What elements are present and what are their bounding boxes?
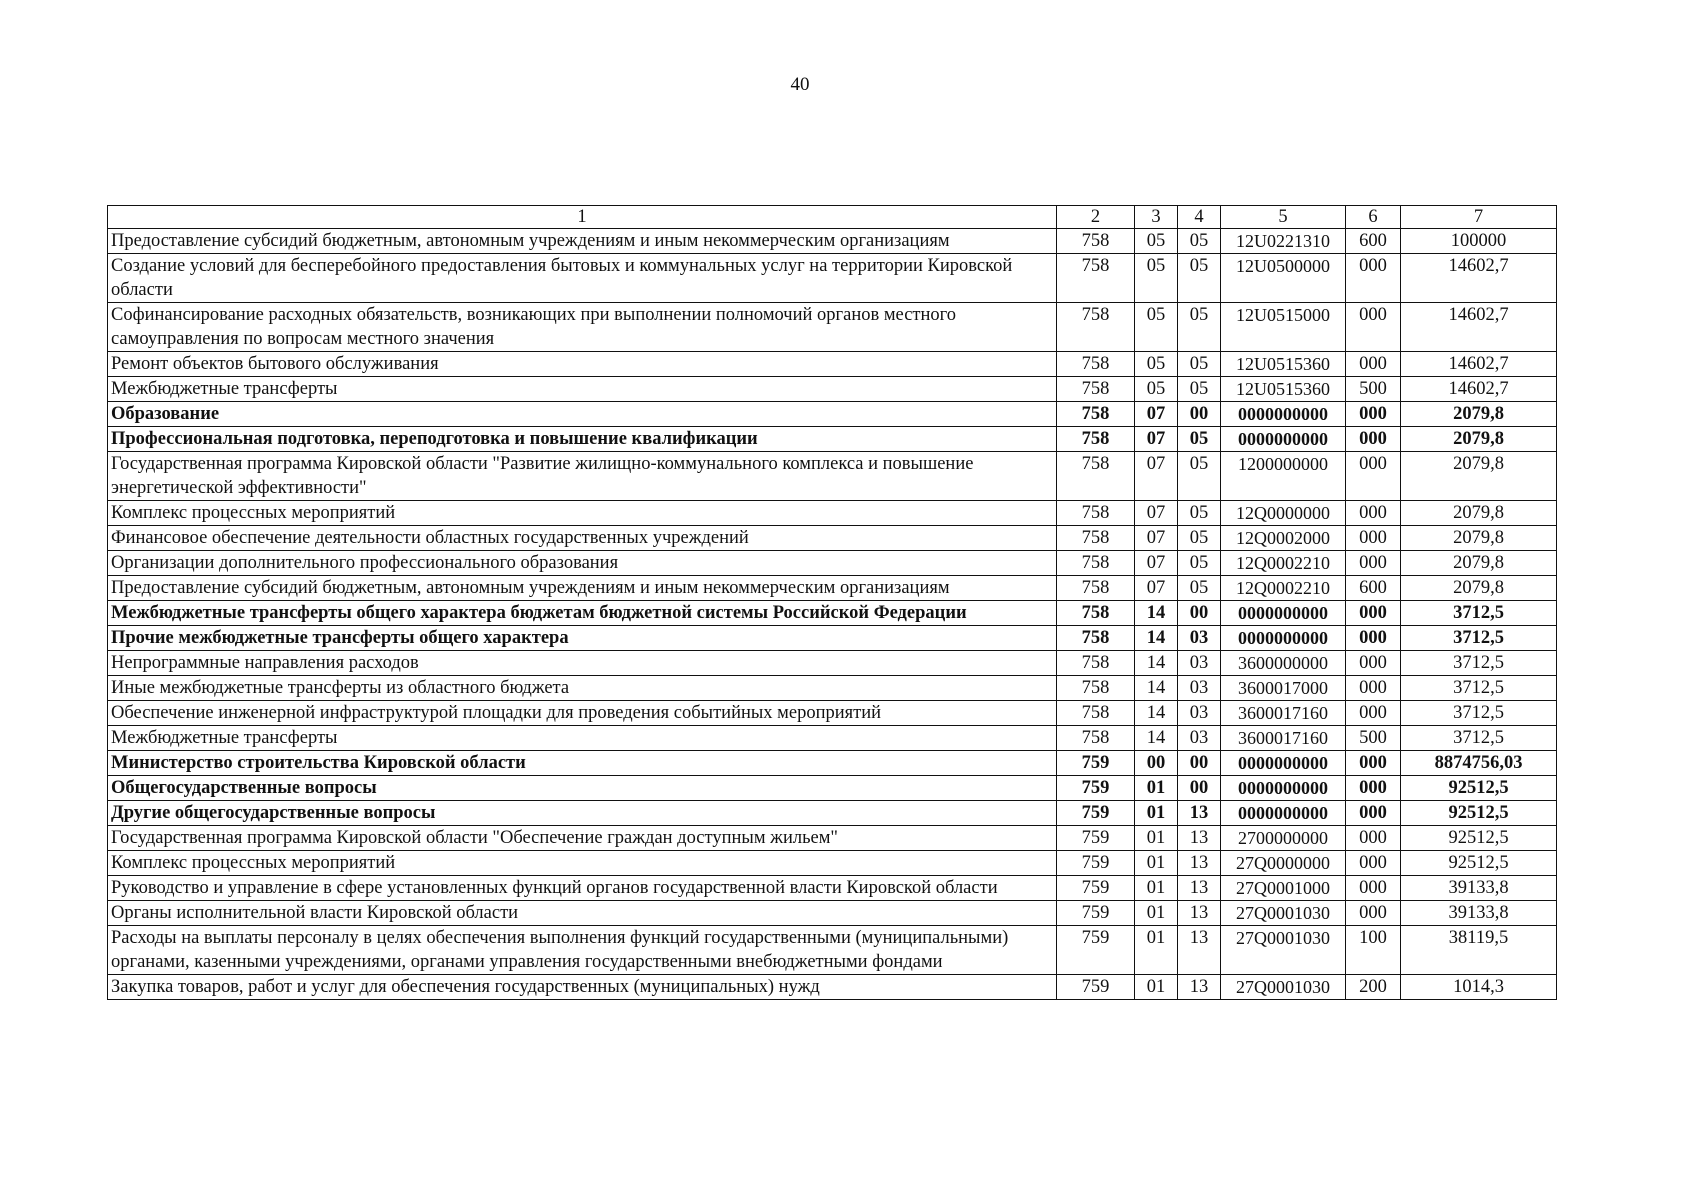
row-amount-cell: 3712,5	[1401, 626, 1557, 651]
row-amount-cell: 39133,8	[1401, 876, 1557, 901]
row-code-cell: 758	[1057, 551, 1135, 576]
row-name-cell: Организации дополнительного профессионального образования	[108, 551, 1057, 576]
row-amount-cell: 92512,5	[1401, 776, 1557, 801]
row-code-cell: 758	[1057, 229, 1135, 254]
row-amount-cell: 92512,5	[1401, 826, 1557, 851]
row-target-cell: 12Q0002000	[1221, 526, 1346, 551]
row-amount-cell: 1014,3	[1401, 975, 1557, 1000]
row-section-cell: 01	[1135, 851, 1178, 876]
row-code-cell: 758	[1057, 501, 1135, 526]
header-col-2: 2	[1057, 206, 1135, 229]
row-section-cell: 07	[1135, 576, 1178, 601]
row-amount-cell: 2079,8	[1401, 501, 1557, 526]
table-row	[108, 851, 1557, 876]
table-row	[108, 975, 1557, 1000]
row-name-cell: Органы исполнительной власти Кировской области	[108, 901, 1057, 926]
row-amount-cell: 14602,7	[1401, 254, 1557, 303]
row-section-cell: 07	[1135, 427, 1178, 452]
row-code-cell: 758	[1057, 526, 1135, 551]
row-section-cell: 07	[1135, 526, 1178, 551]
row-target-cell: 12U0515360	[1221, 352, 1346, 377]
row-type-cell: 000	[1346, 402, 1401, 427]
row-name-cell: Софинансирование расходных обязательств, возникающих при выполнении полномочий органов местного самоуправления по вопросам местного значения	[108, 303, 1057, 352]
table-row	[108, 352, 1557, 377]
row-name-cell: Межбюджетные трансферты	[108, 377, 1057, 402]
row-section-cell: 14	[1135, 726, 1178, 751]
row-subsection-cell: 05	[1178, 551, 1221, 576]
row-code-cell: 758	[1057, 676, 1135, 701]
row-subsection-cell: 13	[1178, 876, 1221, 901]
row-name-cell: Иные межбюджетные трансферты из областного бюджета	[108, 676, 1057, 701]
row-target-cell: 3600017000	[1221, 676, 1346, 701]
row-name-cell: Предоставление субсидий бюджетным, автономным учреждениям и иным некоммерческим организациям	[108, 229, 1057, 254]
row-type-cell: 000	[1346, 701, 1401, 726]
row-section-cell: 05	[1135, 303, 1178, 352]
row-name-cell: Расходы на выплаты персоналу в целях обеспечения выполнения функций государственными (муниципальными) органами, казенными учреждениями, органами управления государственными внебюджетными фондами	[108, 926, 1057, 975]
row-target-cell: 0000000000	[1221, 626, 1346, 651]
row-code-cell: 758	[1057, 701, 1135, 726]
row-amount-cell: 3712,5	[1401, 601, 1557, 626]
page-number: 40	[790, 74, 810, 95]
row-type-cell: 000	[1346, 651, 1401, 676]
row-target-cell: 0000000000	[1221, 427, 1346, 452]
row-target-cell: 0000000000	[1221, 776, 1346, 801]
row-subsection-cell: 13	[1178, 851, 1221, 876]
row-target-cell: 3600017160	[1221, 701, 1346, 726]
row-subsection-cell: 00	[1178, 776, 1221, 801]
row-name-cell: Профессиональная подготовка, переподготовка и повышение квалификации	[108, 427, 1057, 452]
row-name-cell: Ремонт объектов бытового обслуживания	[108, 352, 1057, 377]
row-target-cell: 27Q0001030	[1221, 926, 1346, 975]
header-col-3: 3	[1135, 206, 1178, 229]
row-name-cell: Другие общегосударственные вопросы	[108, 801, 1057, 826]
table-row	[108, 901, 1557, 926]
table-row	[108, 551, 1557, 576]
row-section-cell: 01	[1135, 826, 1178, 851]
row-code-cell: 758	[1057, 352, 1135, 377]
row-target-cell: 3600017160	[1221, 726, 1346, 751]
row-code-cell: 759	[1057, 975, 1135, 1000]
row-target-cell: 3600000000	[1221, 651, 1346, 676]
row-target-cell: 2700000000	[1221, 826, 1346, 851]
table-row	[108, 651, 1557, 676]
row-target-cell: 0000000000	[1221, 601, 1346, 626]
table-row	[108, 501, 1557, 526]
row-amount-cell: 38119,5	[1401, 926, 1557, 975]
table-row	[108, 402, 1557, 427]
row-subsection-cell: 00	[1178, 751, 1221, 776]
row-section-cell: 14	[1135, 601, 1178, 626]
row-target-cell: 12Q0000000	[1221, 501, 1346, 526]
row-name-cell: Финансовое обеспечение деятельности областных государственных учреждений	[108, 526, 1057, 551]
row-code-cell: 758	[1057, 726, 1135, 751]
row-subsection-cell: 00	[1178, 402, 1221, 427]
row-amount-cell: 14602,7	[1401, 377, 1557, 402]
table-row	[108, 926, 1557, 975]
row-subsection-cell: 05	[1178, 501, 1221, 526]
row-section-cell: 05	[1135, 254, 1178, 303]
row-code-cell: 759	[1057, 776, 1135, 801]
row-target-cell: 12Q0002210	[1221, 551, 1346, 576]
row-section-cell: 14	[1135, 626, 1178, 651]
row-code-cell: 759	[1057, 751, 1135, 776]
row-section-cell: 00	[1135, 751, 1178, 776]
row-subsection-cell: 05	[1178, 526, 1221, 551]
row-name-cell: Предоставление субсидий бюджетным, автономным учреждениям и иным некоммерческим организациям	[108, 576, 1057, 601]
row-section-cell: 07	[1135, 452, 1178, 501]
row-section-cell: 01	[1135, 776, 1178, 801]
table-row	[108, 676, 1557, 701]
row-code-cell: 758	[1057, 576, 1135, 601]
table-row	[108, 601, 1557, 626]
header-col-6: 6	[1346, 206, 1401, 229]
row-target-cell: 0000000000	[1221, 402, 1346, 427]
row-target-cell: 27Q0001030	[1221, 901, 1346, 926]
row-name-cell: Прочие межбюджетные трансферты общего характера	[108, 626, 1057, 651]
row-subsection-cell: 03	[1178, 676, 1221, 701]
row-amount-cell: 8874756,03	[1401, 751, 1557, 776]
row-target-cell: 12U0500000	[1221, 254, 1346, 303]
row-type-cell: 000	[1346, 751, 1401, 776]
row-section-cell: 01	[1135, 975, 1178, 1000]
row-amount-cell: 92512,5	[1401, 801, 1557, 826]
row-type-cell: 200	[1346, 975, 1401, 1000]
row-amount-cell: 100000	[1401, 229, 1557, 254]
row-type-cell: 000	[1346, 851, 1401, 876]
row-target-cell: 27Q0000000	[1221, 851, 1346, 876]
table-row	[108, 229, 1557, 254]
row-code-cell: 758	[1057, 402, 1135, 427]
row-type-cell: 000	[1346, 303, 1401, 352]
row-type-cell: 000	[1346, 427, 1401, 452]
row-amount-cell: 2079,8	[1401, 452, 1557, 501]
table-row	[108, 626, 1557, 651]
row-section-cell: 14	[1135, 676, 1178, 701]
row-subsection-cell: 05	[1178, 303, 1221, 352]
row-code-cell: 759	[1057, 826, 1135, 851]
table-row	[108, 751, 1557, 776]
row-name-cell: Государственная программа Кировской области "Развитие жилищно-коммунального комплекса и повышение энергетической эффективности"	[108, 452, 1057, 501]
table-body	[108, 229, 1557, 1000]
row-subsection-cell: 13	[1178, 926, 1221, 975]
row-name-cell: Межбюджетные трансферты	[108, 726, 1057, 751]
row-name-cell: Комплекс процессных мероприятий	[108, 501, 1057, 526]
row-target-cell: 0000000000	[1221, 801, 1346, 826]
row-amount-cell: 3712,5	[1401, 701, 1557, 726]
row-type-cell: 000	[1346, 801, 1401, 826]
table-row	[108, 377, 1557, 402]
row-code-cell: 758	[1057, 452, 1135, 501]
budget-table	[107, 205, 1557, 1000]
row-subsection-cell: 13	[1178, 801, 1221, 826]
row-code-cell: 758	[1057, 651, 1135, 676]
row-type-cell: 500	[1346, 726, 1401, 751]
table-row	[108, 826, 1557, 851]
row-name-cell: Образование	[108, 402, 1057, 427]
row-subsection-cell: 13	[1178, 826, 1221, 851]
row-section-cell: 01	[1135, 926, 1178, 975]
row-amount-cell: 2079,8	[1401, 402, 1557, 427]
table-row	[108, 427, 1557, 452]
row-name-cell: Закупка товаров, работ и услуг для обеспечения государственных (муниципальных) нужд	[108, 975, 1057, 1000]
header-col-4: 4	[1178, 206, 1221, 229]
table-row	[108, 254, 1557, 303]
row-amount-cell: 2079,8	[1401, 576, 1557, 601]
row-subsection-cell: 03	[1178, 701, 1221, 726]
row-section-cell: 05	[1135, 377, 1178, 402]
row-type-cell: 000	[1346, 876, 1401, 901]
row-section-cell: 05	[1135, 229, 1178, 254]
row-name-cell: Непрограммные направления расходов	[108, 651, 1057, 676]
row-target-cell: 12U0221310	[1221, 229, 1346, 254]
row-subsection-cell: 05	[1178, 229, 1221, 254]
row-name-cell: Министерство строительства Кировской области	[108, 751, 1057, 776]
row-type-cell: 000	[1346, 776, 1401, 801]
row-target-cell: 12U0515000	[1221, 303, 1346, 352]
row-subsection-cell: 05	[1178, 452, 1221, 501]
row-name-cell: Руководство и управление в сфере установленных функций органов государственной власти Кировской области	[108, 876, 1057, 901]
row-amount-cell: 14602,7	[1401, 303, 1557, 352]
row-type-cell: 000	[1346, 826, 1401, 851]
row-target-cell: 12Q0002210	[1221, 576, 1346, 601]
row-type-cell: 600	[1346, 576, 1401, 601]
row-type-cell: 000	[1346, 452, 1401, 501]
row-section-cell: 01	[1135, 801, 1178, 826]
row-target-cell: 27Q0001030	[1221, 975, 1346, 1000]
row-amount-cell: 3712,5	[1401, 651, 1557, 676]
row-subsection-cell: 13	[1178, 901, 1221, 926]
row-section-cell: 07	[1135, 551, 1178, 576]
header-row	[108, 206, 1557, 229]
row-code-cell: 758	[1057, 626, 1135, 651]
row-section-cell: 01	[1135, 901, 1178, 926]
table-row	[108, 701, 1557, 726]
row-code-cell: 758	[1057, 254, 1135, 303]
row-name-cell: Общегосударственные вопросы	[108, 776, 1057, 801]
row-amount-cell: 2079,8	[1401, 526, 1557, 551]
row-amount-cell: 3712,5	[1401, 676, 1557, 701]
row-type-cell: 600	[1346, 229, 1401, 254]
row-code-cell: 758	[1057, 303, 1135, 352]
row-type-cell: 000	[1346, 601, 1401, 626]
row-type-cell: 000	[1346, 352, 1401, 377]
row-amount-cell: 2079,8	[1401, 551, 1557, 576]
row-type-cell: 000	[1346, 526, 1401, 551]
row-code-cell: 758	[1057, 427, 1135, 452]
row-type-cell: 100	[1346, 926, 1401, 975]
header-col-1: 1	[108, 206, 1057, 229]
row-code-cell: 758	[1057, 377, 1135, 402]
row-target-cell: 0000000000	[1221, 751, 1346, 776]
table-row	[108, 726, 1557, 751]
row-code-cell: 759	[1057, 901, 1135, 926]
table-row	[108, 452, 1557, 501]
header-col-5: 5	[1221, 206, 1346, 229]
row-code-cell: 759	[1057, 926, 1135, 975]
row-subsection-cell: 05	[1178, 352, 1221, 377]
row-subsection-cell: 05	[1178, 576, 1221, 601]
table-row	[108, 776, 1557, 801]
table-row	[108, 526, 1557, 551]
table-row	[108, 801, 1557, 826]
row-code-cell: 758	[1057, 601, 1135, 626]
row-subsection-cell: 00	[1178, 601, 1221, 626]
row-name-cell: Создание условий для бесперебойного предоставления бытовых и коммунальных услуг на территории Кировской области	[108, 254, 1057, 303]
row-subsection-cell: 13	[1178, 975, 1221, 1000]
row-section-cell: 01	[1135, 876, 1178, 901]
row-target-cell: 12U0515360	[1221, 377, 1346, 402]
table-row	[108, 303, 1557, 352]
row-section-cell: 14	[1135, 651, 1178, 676]
header-col-7: 7	[1401, 206, 1557, 229]
row-name-cell: Комплекс процессных мероприятий	[108, 851, 1057, 876]
row-subsection-cell: 05	[1178, 254, 1221, 303]
row-subsection-cell: 05	[1178, 377, 1221, 402]
row-type-cell: 000	[1346, 626, 1401, 651]
row-subsection-cell: 03	[1178, 626, 1221, 651]
row-code-cell: 759	[1057, 876, 1135, 901]
row-subsection-cell: 03	[1178, 651, 1221, 676]
row-type-cell: 500	[1346, 377, 1401, 402]
row-type-cell: 000	[1346, 676, 1401, 701]
row-name-cell: Межбюджетные трансферты общего характера бюджетам бюджетной системы Российской Федерации	[108, 601, 1057, 626]
row-amount-cell: 39133,8	[1401, 901, 1557, 926]
row-type-cell: 000	[1346, 501, 1401, 526]
row-amount-cell: 14602,7	[1401, 352, 1557, 377]
table-row	[108, 876, 1557, 901]
row-code-cell: 759	[1057, 851, 1135, 876]
row-type-cell: 000	[1346, 254, 1401, 303]
row-type-cell: 000	[1346, 901, 1401, 926]
row-amount-cell: 2079,8	[1401, 427, 1557, 452]
row-name-cell: Обеспечение инженерной инфраструктурой площадки для проведения событийных мероприятий	[108, 701, 1057, 726]
row-target-cell: 1200000000	[1221, 452, 1346, 501]
row-section-cell: 14	[1135, 701, 1178, 726]
row-subsection-cell: 03	[1178, 726, 1221, 751]
row-section-cell: 07	[1135, 402, 1178, 427]
row-amount-cell: 3712,5	[1401, 726, 1557, 751]
row-section-cell: 05	[1135, 352, 1178, 377]
table-row	[108, 576, 1557, 601]
row-target-cell: 27Q0001000	[1221, 876, 1346, 901]
row-amount-cell: 92512,5	[1401, 851, 1557, 876]
row-code-cell: 759	[1057, 801, 1135, 826]
row-type-cell: 000	[1346, 551, 1401, 576]
row-subsection-cell: 05	[1178, 427, 1221, 452]
row-name-cell: Государственная программа Кировской области "Обеспечение граждан доступным жильем"	[108, 826, 1057, 851]
row-section-cell: 07	[1135, 501, 1178, 526]
